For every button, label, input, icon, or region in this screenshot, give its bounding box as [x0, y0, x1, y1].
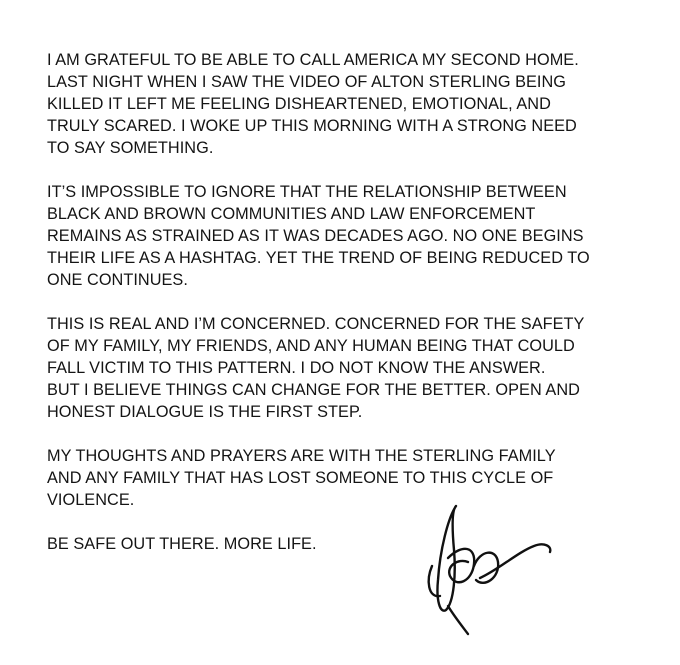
text-line: BE SAFE OUT THERE. MORE LIFE.	[47, 535, 317, 553]
text-line: MY THOUGHTS AND PRAYERS ARE WITH THE STERLING FAMILY	[47, 447, 556, 465]
text-line: I AM GRATEFUL TO BE ABLE TO CALL AMERICA MY SECOND HOME.	[47, 51, 579, 69]
text-line: BUT I BELIEVE THINGS CAN CHANGE FOR THE BETTER. OPEN AND	[47, 381, 580, 399]
text-line: AND ANY FAMILY THAT HAS LOST SOMEONE TO THIS CYCLE OF	[47, 469, 554, 487]
text-line: TO SAY SOMETHING.	[47, 139, 214, 157]
text-line: BLACK AND BROWN COMMUNITIES AND LAW ENFORCEMENT	[47, 205, 536, 223]
text-line: LAST NIGHT WHEN I SAW THE VIDEO OF ALTON STERLING BEING	[47, 73, 567, 91]
text-line: FALL VICTIM TO THIS PATTERN. I DO NOT KNOW THE ANSWER.	[47, 359, 546, 377]
text-line: HONEST DIALOGUE IS THE FIRST STEP.	[47, 403, 363, 421]
paragraph-3	[47, 313, 647, 423]
text-line: TRULY SCARED. I WOKE UP THIS MORNING WITH A STRONG NEED	[47, 117, 577, 135]
text-line: OF MY FAMILY, MY FRIENDS, AND ANY HUMAN BEING THAT COULD	[47, 337, 575, 355]
text-line: THEIR LIFE AS A HASHTAG. YET THE TREND OF BEING REDUCED TO	[47, 249, 590, 267]
text-line: THIS IS REAL AND I’M CONCERNED. CONCERNED FOR THE SAFETY	[47, 315, 585, 333]
text-line: REMAINS AS STRAINED AS IT WAS DECADES AGO. NO ONE BEGINS	[47, 227, 584, 245]
text-line: KILLED IT LEFT ME FEELING DISHEARTENED, EMOTIONAL, AND	[47, 95, 551, 113]
text-line: ONE CONTINUES.	[47, 271, 188, 289]
handwritten-signature-icon	[418, 488, 568, 638]
text-line: IT’S IMPOSSIBLE TO IGNORE THAT THE RELATIONSHIP BETWEEN	[47, 183, 567, 201]
paragraph-1	[47, 49, 647, 159]
text-line: VIOLENCE.	[47, 491, 135, 509]
paragraph-2	[47, 181, 647, 291]
